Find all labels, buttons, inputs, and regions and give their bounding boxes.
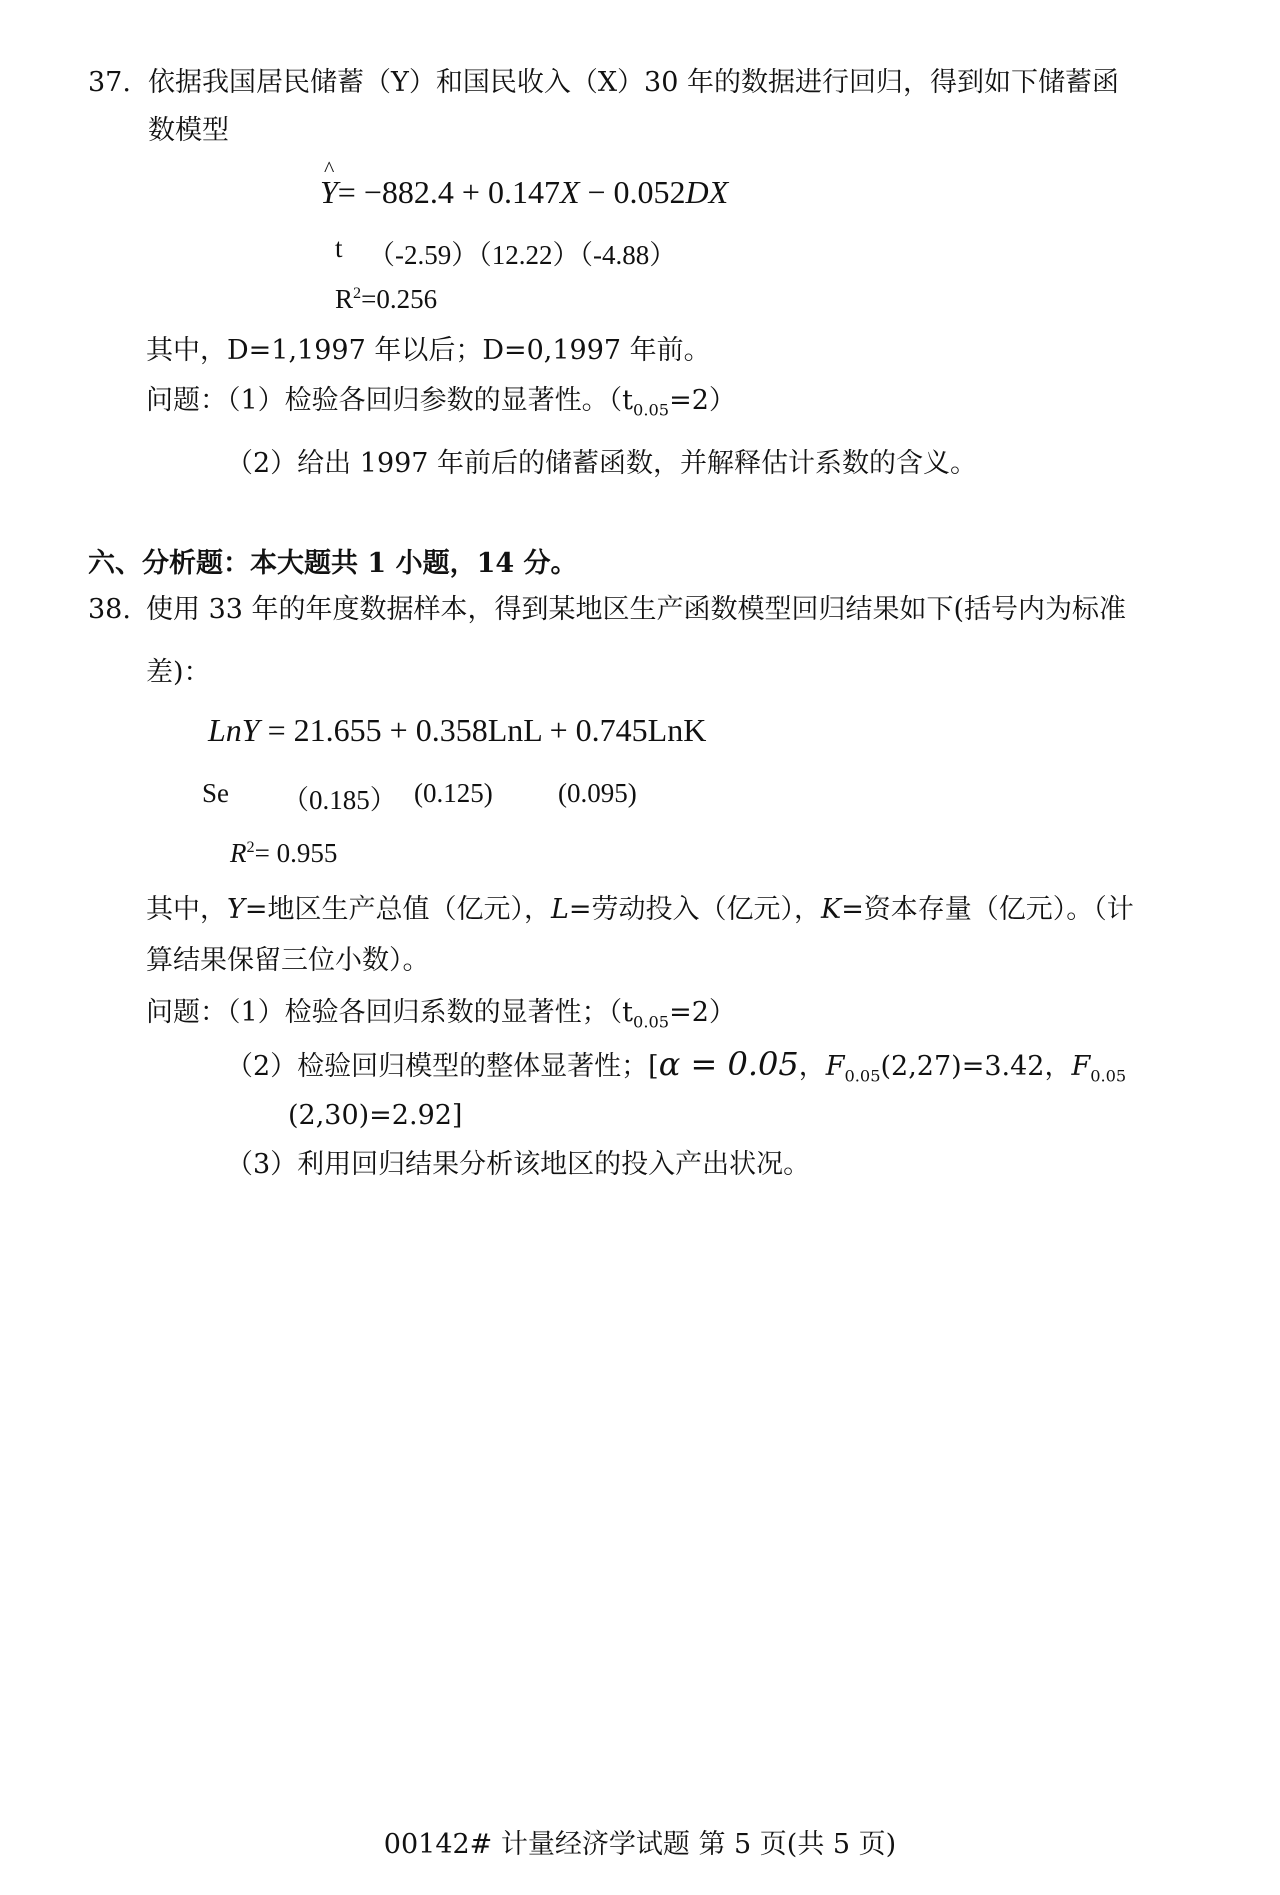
q38-se-1: （0.185） [282, 785, 397, 815]
q38-text-line2: 差)： [146, 657, 211, 688]
q37-question-2: （2）给出 1997 年前后的储蓄函数，并解释估计系数的含义。 [226, 448, 978, 479]
q37-eq-minus: − 0.052 [579, 174, 686, 210]
y-hat-symbol: ^ Y [320, 174, 338, 211]
q38-question-2-line2: (2,30)=2.92] [288, 1100, 463, 1131]
q37-where: 其中，D=1,1997 年以后；D=0,1997 年前。 [146, 335, 711, 366]
q37-eq-x: X [559, 174, 580, 210]
q37-eq-rhs: = −882.4 + 0.147 [337, 174, 560, 210]
q38-text-line1: 使用 33 年的年度数据样本，得到某地区生产函数模型回归结果如下(括号内为标准 [146, 594, 1127, 625]
q37-t-values: （-2.59）（12.22）（-4.88） [368, 240, 677, 270]
q38-se-3: (0.095) [558, 778, 637, 808]
q38-where-line1: 其中，Y=地区生产总值（亿元），L=劳动投入（亿元），K=资本存量（亿元）。（计 [146, 894, 1134, 925]
q38-question-2: （2）检验回归模型的整体显著性；[α = 0.05，$F_{0.05}(2,27)=3.42$，$F_{0.05}$ [226, 1045, 1127, 1086]
q38-eq-rhs: = 21.655 + 0.358LnL + 0.745LnK [259, 712, 707, 748]
q38-se-2: (0.125) [414, 778, 493, 808]
q38-where-line2: 算结果保留三位小数）。 [146, 945, 430, 976]
q37-equation [320, 174, 728, 211]
q38-question-1: 问题：（1）检验各回归系数的显著性；$(t_{0.05}=2)$ [146, 997, 736, 1032]
section-6-heading: 六、分析题：本大题共 1 小题，14 分。 [88, 548, 578, 579]
q38-equation [208, 712, 706, 749]
q38-question-3: （3）利用回归结果分析该地区的投入产出状况。 [226, 1149, 811, 1180]
q37-number: 37. [88, 67, 131, 98]
q37-text-line2: 数模型 [148, 115, 229, 146]
alpha-value: α = 0.05 [658, 1045, 799, 1083]
q37-text-line1: 依据我国居民储蓄（Y）和国民收入（X）30 年的数据进行回归，得到如下储蓄函 [148, 67, 1119, 98]
q37-r-squared: $R^2=0.256$ [335, 284, 438, 314]
q37-question-1: 问题：（1）检验各回归参数的显著性。$(t_{0.05}=2)$ [146, 385, 736, 420]
q38-r-squared: $R^2= 0.955$ [230, 838, 338, 868]
page-footer: 00142# 计量经济学试题 第 5 页(共 5 页) [383, 1829, 897, 1860]
q38-se-label: Se [202, 778, 229, 808]
q37-t-label: t [335, 233, 343, 263]
q37-eq-dx: DX [685, 174, 729, 210]
q38-eq-lhs: LnY [208, 712, 260, 748]
q38-number: 38. [88, 594, 131, 625]
